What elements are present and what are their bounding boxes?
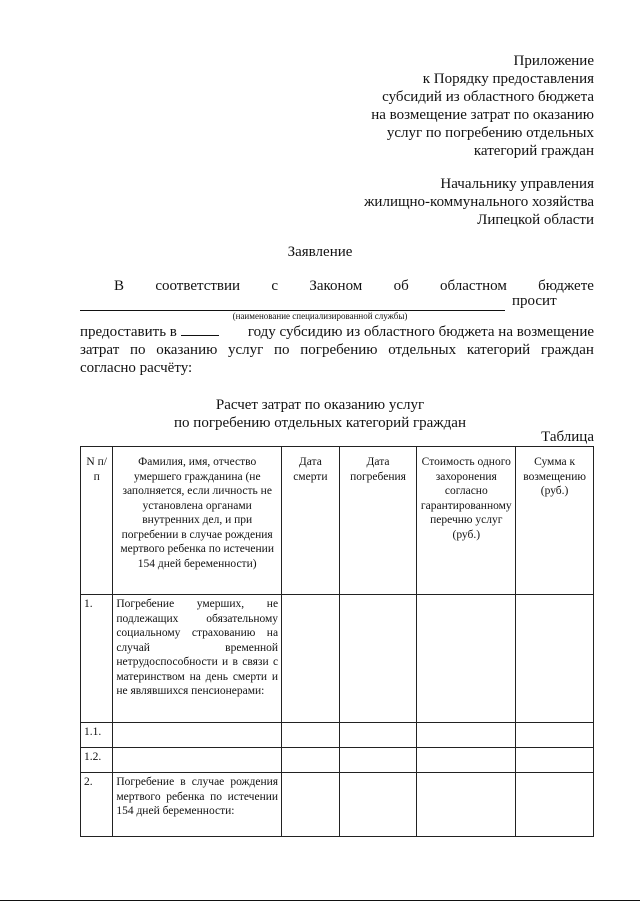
- recipient-line: Липецкой области: [477, 212, 594, 228]
- recipient-line: Начальнику управления: [440, 176, 594, 192]
- header-fio: Фамилия, имя, отчество умершего гражданина (не заполняется, если личность не установлена органами внутренних дел, и при погребении в случае рождения мертвого ребенка по истечении 154 дней беременности): [113, 447, 282, 595]
- cell-cost[interactable]: [417, 723, 516, 748]
- page-bottom-rule: [0, 900, 640, 901]
- row-num: 1.2.: [81, 748, 113, 773]
- body-line-1: В соответствии с Законом об областном бюджете: [114, 278, 594, 294]
- cell-sum[interactable]: [516, 748, 594, 773]
- body-line-5: согласно расчёту:: [80, 360, 193, 376]
- row-num: 2.: [81, 773, 113, 837]
- year-blank[interactable]: [181, 335, 219, 336]
- row-text: Погребение умерших, не подлежащих обязательному социальному страхованию на случай временной нетрудоспособности и в связи с материнством на день смерти и не являвшихся пенсионерами:: [113, 595, 282, 723]
- header-burial-date: Дата погребения: [339, 447, 417, 595]
- row-text: Погребение в случае рождения мертвого ребенка по истечении 154 дней беременности:: [113, 773, 282, 837]
- cell-cost[interactable]: [417, 595, 516, 723]
- body-line-4: затрат по оказанию услуг по погребению отдельных категорий граждан: [80, 342, 594, 358]
- table-row: [81, 723, 594, 748]
- cell-sum[interactable]: [516, 595, 594, 723]
- cell-sum[interactable]: [516, 723, 594, 748]
- row-text[interactable]: [113, 723, 282, 748]
- cell-death-date[interactable]: [282, 595, 340, 723]
- cell-cost[interactable]: [417, 773, 516, 837]
- cell-burial-date[interactable]: [339, 748, 417, 773]
- appendix-line: на возмещение затрат по оказанию: [371, 107, 594, 123]
- appendix-line: к Порядку предоставления: [422, 71, 594, 87]
- cell-burial-date[interactable]: [339, 773, 417, 837]
- cell-burial-date[interactable]: [339, 595, 417, 723]
- cell-death-date[interactable]: [282, 748, 340, 773]
- cell-death-date[interactable]: [282, 723, 340, 748]
- table-row: [81, 595, 594, 723]
- row-text[interactable]: [113, 748, 282, 773]
- appendix-line: субсидий из областного бюджета: [382, 89, 594, 105]
- cell-burial-date[interactable]: [339, 723, 417, 748]
- requests-word: просит: [512, 293, 557, 309]
- row-num: 1.: [81, 595, 113, 723]
- recipient-block: [364, 175, 594, 229]
- cell-sum[interactable]: [516, 773, 594, 837]
- calculation-title: Расчет затрат по оказанию услуг по погребению отдельных категорий граждан: [174, 397, 466, 431]
- header-num: N п/п: [81, 447, 113, 595]
- cell-death-date[interactable]: [282, 773, 340, 837]
- calculation-table: [80, 446, 594, 837]
- table-row: [81, 748, 594, 773]
- body-line-3: предоставить в году субсидию из областного бюджета на возмещение: [80, 324, 594, 340]
- table-header-row: [81, 447, 594, 595]
- appendix-line: категорий граждан: [473, 143, 594, 159]
- row-num: 1.1.: [81, 723, 113, 748]
- appendix-block: [371, 52, 594, 160]
- table-label: Таблица: [541, 429, 594, 445]
- cell-cost[interactable]: [417, 748, 516, 773]
- appendix-line: услуг по погребению отдельных: [386, 125, 594, 141]
- table-row: [81, 773, 594, 837]
- header-sum: Сумма к возмещению (руб.): [516, 447, 594, 595]
- header-cost: Стоимость одного захоронения согласно гарантированному перечню услуг (руб.): [417, 447, 516, 595]
- header-death-date: Дата смерти: [282, 447, 340, 595]
- document-title: Заявление: [287, 244, 353, 260]
- recipient-line: жилищно-коммунального хозяйства: [364, 194, 594, 210]
- appendix-line: Приложение: [513, 53, 594, 69]
- service-caption: (наименование специализированной службы): [232, 311, 408, 321]
